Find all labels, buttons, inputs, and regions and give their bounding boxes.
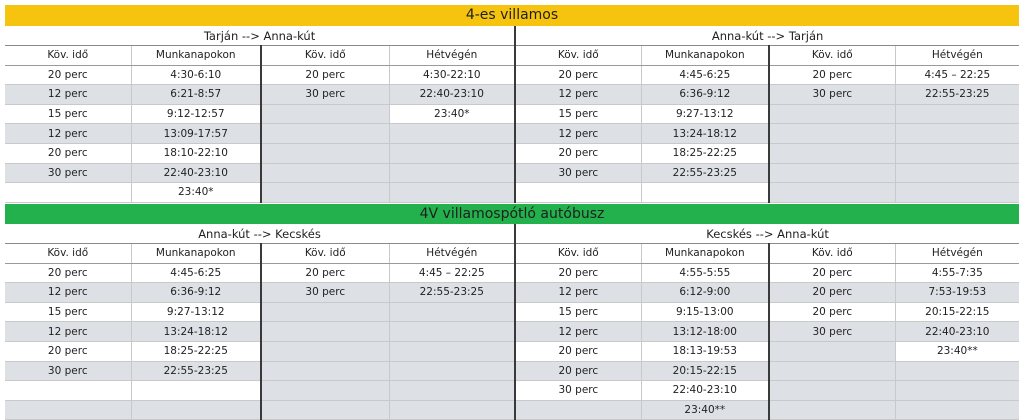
weekday-time-range: 22:40-23:10: [641, 381, 769, 401]
weekday-time-range: [641, 183, 769, 203]
weekday-frequency: 30 perc: [5, 361, 131, 381]
table-row: [5, 65, 1019, 85]
weekend-time-range: [389, 163, 515, 183]
weekend-frequency: [261, 183, 389, 203]
weekend-frequency: 20 perc: [769, 302, 895, 322]
header-weekend: Hétvégén: [895, 244, 1019, 264]
weekday-time-range: 13:09-17:57: [131, 124, 261, 144]
weekday-time-range: 9:27-13:12: [131, 302, 261, 322]
weekend-time-range: [895, 143, 1019, 163]
table-row: [5, 302, 1019, 322]
weekend-frequency: [769, 124, 895, 144]
header-frequency: Köv. idő: [261, 46, 389, 66]
header-weekend: Hétvégén: [389, 244, 515, 264]
weekday-time-range: 22:55-23:25: [131, 361, 261, 381]
weekend-time-range: 22:55-23:25: [389, 283, 515, 303]
weekday-frequency: 12 perc: [515, 322, 641, 342]
weekend-frequency: 30 perc: [261, 283, 389, 303]
weekday-frequency: 20 perc: [515, 65, 641, 85]
weekday-time-range: 13:24-18:12: [131, 322, 261, 342]
tram-line-banner: 4-es villamos: [5, 5, 1019, 26]
table-row: [5, 183, 1019, 203]
weekday-frequency: 15 perc: [515, 302, 641, 322]
weekend-frequency: 30 perc: [769, 322, 895, 342]
weekday-frequency: 30 perc: [5, 163, 131, 183]
weekday-time-range: 6:36-9:12: [641, 85, 769, 105]
table-row: [5, 104, 1019, 124]
weekend-frequency: 30 perc: [769, 85, 895, 105]
weekend-time-range: [389, 302, 515, 322]
table-row: [5, 322, 1019, 342]
weekday-time-range: 9:12-12:57: [131, 104, 261, 124]
weekend-frequency: [261, 302, 389, 322]
weekday-time-range: 22:55-23:25: [641, 163, 769, 183]
table-row: [5, 381, 1019, 401]
weekend-frequency: [769, 341, 895, 361]
weekend-frequency: 20 perc: [261, 65, 389, 85]
weekday-time-range: 18:25-22:25: [131, 341, 261, 361]
table-row: [5, 341, 1019, 361]
weekend-time-range: 22:40-23:10: [389, 85, 515, 105]
header-frequency: Köv. idő: [515, 244, 641, 264]
weekend-time-range: [895, 381, 1019, 401]
weekend-frequency: 30 perc: [261, 85, 389, 105]
weekday-time-range: 18:13-19:53: [641, 341, 769, 361]
weekday-time-range: 22:40-23:10: [131, 163, 261, 183]
weekend-time-range: 23:40*: [389, 104, 515, 124]
weekend-time-range: [389, 322, 515, 342]
weekend-frequency: [261, 104, 389, 124]
weekend-frequency: 20 perc: [261, 263, 389, 283]
weekday-time-range: 23:40**: [641, 400, 769, 420]
weekday-time-range: 4:55-5:55: [641, 263, 769, 283]
direction-title: Anna-kút --> Kecskés: [5, 224, 515, 244]
weekend-frequency: [261, 124, 389, 144]
header-frequency: Köv. idő: [5, 46, 131, 66]
weekend-frequency: [261, 163, 389, 183]
weekday-frequency: 20 perc: [5, 65, 131, 85]
weekend-frequency: [261, 381, 389, 401]
bus-line-banner: 4V villamospótló autóbusz: [5, 204, 1019, 224]
weekend-frequency: [261, 361, 389, 381]
weekday-frequency: 20 perc: [5, 263, 131, 283]
weekday-frequency: [5, 381, 131, 401]
header-weekend: Hétvégén: [389, 46, 515, 66]
header-frequency: Köv. idő: [769, 244, 895, 264]
weekday-time-range: 4:30-6:10: [131, 65, 261, 85]
header-weekdays: Munkanapokon: [131, 46, 261, 66]
weekend-time-range: 7:53-19:53: [895, 283, 1019, 303]
table-row: [5, 124, 1019, 144]
weekend-time-range: 4:45 – 22:25: [389, 263, 515, 283]
weekend-frequency: 20 perc: [769, 283, 895, 303]
weekday-frequency: 12 perc: [515, 85, 641, 105]
weekday-frequency: 12 perc: [5, 283, 131, 303]
weekday-time-range: 6:36-9:12: [131, 283, 261, 303]
header-weekdays: Munkanapokon: [641, 46, 769, 66]
weekday-frequency: 20 perc: [5, 143, 131, 163]
weekend-time-range: [389, 124, 515, 144]
header-frequency: Köv. idő: [769, 46, 895, 66]
weekend-frequency: 20 perc: [769, 263, 895, 283]
header-frequency: Köv. idő: [261, 244, 389, 264]
weekday-time-range: 6:21-8:57: [131, 85, 261, 105]
weekend-time-range: [389, 361, 515, 381]
weekend-time-range: [389, 381, 515, 401]
weekend-time-range: 4:55-7:35: [895, 263, 1019, 283]
weekend-time-range: 23:40**: [895, 341, 1019, 361]
weekend-frequency: [769, 361, 895, 381]
table-row: [5, 163, 1019, 183]
weekend-time-range: [895, 163, 1019, 183]
weekday-frequency: 20 perc: [515, 341, 641, 361]
weekday-frequency: 20 perc: [515, 143, 641, 163]
table-row: [5, 85, 1019, 105]
weekday-time-range: 9:27-13:12: [641, 104, 769, 124]
weekday-frequency: 15 perc: [515, 104, 641, 124]
weekday-time-range: 20:15-22:15: [641, 361, 769, 381]
header-weekend: Hétvégén: [895, 46, 1019, 66]
table-row: [5, 283, 1019, 303]
weekday-time-range: 4:45-6:25: [131, 263, 261, 283]
weekday-frequency: [5, 183, 131, 203]
weekend-frequency: [769, 163, 895, 183]
table-row: [5, 263, 1019, 283]
weekend-frequency: [769, 183, 895, 203]
weekday-frequency: 30 perc: [515, 381, 641, 401]
weekend-time-range: [389, 143, 515, 163]
weekday-time-range: 13:24-18:12: [641, 124, 769, 144]
weekday-frequency: 12 perc: [5, 85, 131, 105]
weekend-time-range: 22:55-23:25: [895, 85, 1019, 105]
weekend-frequency: [769, 104, 895, 124]
weekday-frequency: 15 perc: [5, 104, 131, 124]
header-weekdays: Munkanapokon: [131, 244, 261, 264]
weekend-frequency: [261, 143, 389, 163]
weekend-time-range: [895, 361, 1019, 381]
weekday-frequency: 20 perc: [5, 341, 131, 361]
weekday-frequency: 12 perc: [5, 322, 131, 342]
weekend-time-range: [895, 183, 1019, 203]
header-frequency: Köv. idő: [5, 244, 131, 264]
weekend-time-range: 22:40-23:10: [895, 322, 1019, 342]
weekday-time-range: 6:12-9:00: [641, 283, 769, 303]
table-row: [5, 361, 1019, 381]
weekday-time-range: 9:15-13:00: [641, 302, 769, 322]
weekend-time-range: [389, 341, 515, 361]
weekday-frequency: 12 perc: [5, 124, 131, 144]
weekday-frequency: 15 perc: [5, 302, 131, 322]
weekday-frequency: 20 perc: [515, 263, 641, 283]
direction-title: Kecskés --> Anna-kút: [515, 224, 1019, 244]
weekend-time-range: [895, 124, 1019, 144]
weekday-frequency: 12 perc: [515, 124, 641, 144]
bus-timetable: [5, 224, 1019, 420]
weekday-frequency: 30 perc: [515, 163, 641, 183]
weekend-time-range: 4:45 – 22:25: [895, 65, 1019, 85]
weekend-frequency: [769, 381, 895, 401]
weekend-time-range: [895, 104, 1019, 124]
weekday-frequency: [515, 183, 641, 203]
weekday-time-range: 13:12-18:00: [641, 322, 769, 342]
weekend-frequency: [261, 322, 389, 342]
weekday-time-range: 18:25-22:25: [641, 143, 769, 163]
weekend-time-range: 4:30-22:10: [389, 65, 515, 85]
weekend-frequency: [261, 341, 389, 361]
weekday-time-range: 18:10-22:10: [131, 143, 261, 163]
weekend-frequency: [769, 143, 895, 163]
weekend-time-range: [389, 183, 515, 203]
weekday-time-range: [131, 381, 261, 401]
weekend-time-range: 20:15-22:15: [895, 302, 1019, 322]
weekday-frequency: 12 perc: [515, 283, 641, 303]
tram-timetable: [5, 26, 1019, 203]
direction-title: Anna-kút --> Tarján: [515, 26, 1019, 46]
weekday-time-range: 4:45-6:25: [641, 65, 769, 85]
direction-title: Tarján --> Anna-kút: [5, 26, 515, 46]
weekend-frequency: 20 perc: [769, 65, 895, 85]
table-row: [5, 143, 1019, 163]
weekday-frequency: 20 perc: [515, 361, 641, 381]
weekday-time-range: 23:40*: [131, 183, 261, 203]
header-weekdays: Munkanapokon: [641, 244, 769, 264]
header-frequency: Köv. idő: [515, 46, 641, 66]
